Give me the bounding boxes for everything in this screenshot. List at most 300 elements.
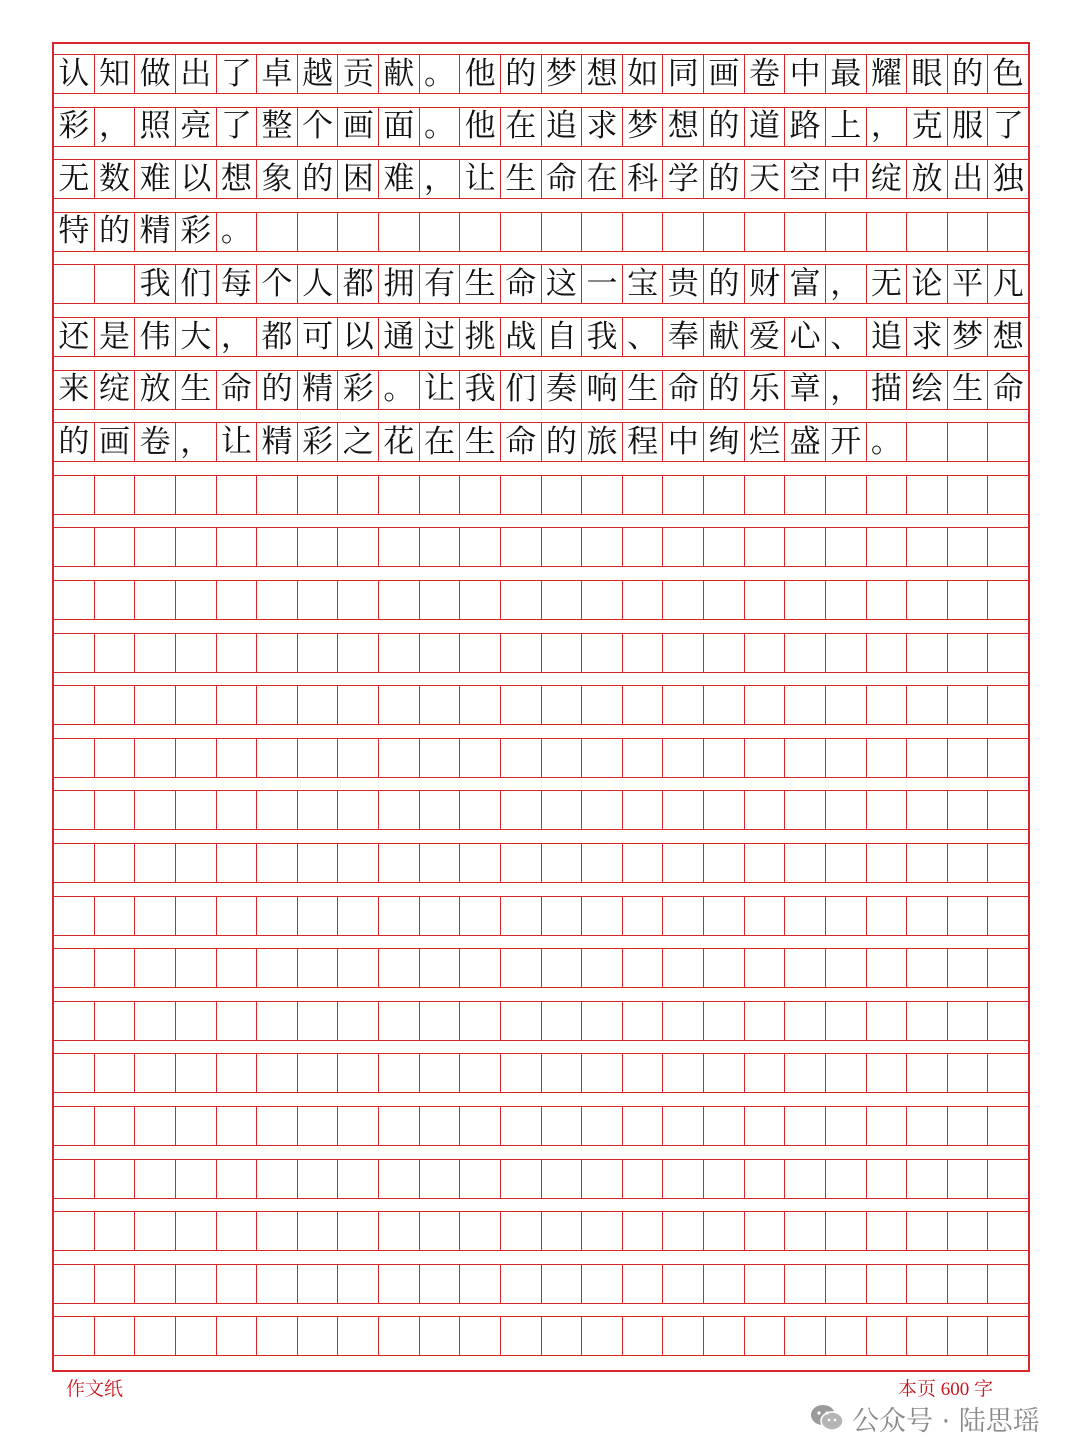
grid-row <box>54 54 1028 94</box>
grid-cell: 天 <box>745 160 786 198</box>
grid-row <box>54 1211 1028 1251</box>
grid-cell <box>704 1002 745 1040</box>
grid-cell <box>542 791 583 829</box>
grid-cell <box>988 1317 1028 1355</box>
grid-cell: 还 <box>54 318 95 356</box>
grid-cell: 以 <box>338 318 379 356</box>
grid-cell: 个 <box>298 108 339 146</box>
grid-cell <box>217 1054 258 1092</box>
grid-cell: 中 <box>785 55 826 93</box>
grid-cell <box>867 1265 908 1303</box>
grid-cell <box>582 1317 623 1355</box>
grid-cell: 烂 <box>745 423 786 461</box>
grid-cell <box>420 1160 461 1198</box>
grid-cell <box>95 1317 136 1355</box>
grid-cell <box>907 1107 948 1145</box>
grid-cell <box>379 528 420 566</box>
grid-cell <box>785 213 826 251</box>
grid-cell <box>623 949 664 987</box>
grid-cell <box>257 1317 298 1355</box>
grid-cell <box>785 634 826 672</box>
grid-cell <box>420 949 461 987</box>
grid-cell <box>907 1160 948 1198</box>
grid-cell <box>988 423 1028 461</box>
grid-cell <box>745 1265 786 1303</box>
grid-cell <box>95 1212 136 1250</box>
grid-cell <box>95 634 136 672</box>
grid-cell <box>420 1212 461 1250</box>
grid-cell <box>542 686 583 724</box>
grid-cell: 每 <box>217 265 258 303</box>
grid-cell <box>135 1160 176 1198</box>
grid-cell: 他 <box>460 55 501 93</box>
grid-cell <box>501 1265 542 1303</box>
grid-cell: ， <box>217 318 258 356</box>
grid-cell <box>988 1107 1028 1145</box>
grid-cell <box>54 476 95 514</box>
grid-cell: 是 <box>95 318 136 356</box>
grid-cell <box>176 897 217 935</box>
grid-cell <box>420 581 461 619</box>
grid-cell <box>948 1054 989 1092</box>
grid-cell <box>663 739 704 777</box>
grid-cell <box>826 476 867 514</box>
grid-cell <box>745 844 786 882</box>
grid-cell <box>542 528 583 566</box>
grid-cell: 的 <box>54 423 95 461</box>
grid-cell <box>298 634 339 672</box>
grid-cell <box>420 1107 461 1145</box>
grid-cell: 他 <box>460 108 501 146</box>
grid-cell <box>704 949 745 987</box>
grid-cell <box>948 739 989 777</box>
grid-cell: 我 <box>460 371 501 409</box>
grid-row <box>54 685 1028 725</box>
grid-cell <box>54 528 95 566</box>
grid-cell <box>460 1002 501 1040</box>
grid-cell <box>745 1002 786 1040</box>
grid-cell <box>257 791 298 829</box>
grid-row <box>54 107 1028 147</box>
grid-cell: 这 <box>542 265 583 303</box>
grid-cell <box>867 686 908 724</box>
grid-cell <box>785 1107 826 1145</box>
grid-cell: 我 <box>582 318 623 356</box>
grid-cell <box>135 1317 176 1355</box>
grid-cell <box>501 1054 542 1092</box>
grid-cell: 出 <box>176 55 217 93</box>
grid-cell <box>542 1317 583 1355</box>
grid-cell: 都 <box>338 265 379 303</box>
grid-cell <box>907 686 948 724</box>
grid-cell <box>338 1317 379 1355</box>
grid-cell <box>785 1002 826 1040</box>
grid-cell <box>338 581 379 619</box>
grid-cell <box>582 739 623 777</box>
grid-cell <box>338 213 379 251</box>
grid-cell <box>826 1160 867 1198</box>
grid-cell <box>501 949 542 987</box>
grid-cell <box>948 476 989 514</box>
grid-cell: ， <box>867 108 908 146</box>
grid-cell: 通 <box>379 318 420 356</box>
grid-cell <box>501 1002 542 1040</box>
grid-cell <box>988 949 1028 987</box>
grid-cell <box>948 213 989 251</box>
grid-cell: 伟 <box>135 318 176 356</box>
grid-cell <box>460 897 501 935</box>
grid-cell <box>420 213 461 251</box>
grid-cell <box>54 581 95 619</box>
grid-cell <box>948 528 989 566</box>
grid-cell <box>542 1212 583 1250</box>
grid-cell <box>298 949 339 987</box>
grid-cell <box>501 476 542 514</box>
grid-cell <box>907 1265 948 1303</box>
grid-cell <box>582 528 623 566</box>
grid-cell <box>623 844 664 882</box>
grid-cell <box>948 844 989 882</box>
grid-cell <box>54 1002 95 1040</box>
grid-cell <box>257 739 298 777</box>
grid-cell <box>501 1212 542 1250</box>
grid-cell <box>582 1054 623 1092</box>
grid-cell <box>988 1265 1028 1303</box>
grid-cell: 命 <box>663 371 704 409</box>
grid-cell <box>298 1317 339 1355</box>
grid-cell <box>135 634 176 672</box>
grid-cell: 平 <box>948 265 989 303</box>
grid-cell: 数 <box>95 160 136 198</box>
grid-cell <box>785 1054 826 1092</box>
grid-cell <box>176 739 217 777</box>
grid-cell <box>826 581 867 619</box>
grid-cell <box>826 1317 867 1355</box>
grid-row <box>54 948 1028 988</box>
grid-cell <box>948 423 989 461</box>
grid-cell: 富 <box>785 265 826 303</box>
grid-cell <box>623 1002 664 1040</box>
grid-cell: 绘 <box>907 371 948 409</box>
grid-cell: 在 <box>420 423 461 461</box>
grid-cell <box>257 1212 298 1250</box>
grid-cell <box>907 739 948 777</box>
grid-cell <box>785 1160 826 1198</box>
grid-cell: 的 <box>704 265 745 303</box>
grid-cell <box>135 581 176 619</box>
grid-cell <box>217 686 258 724</box>
grid-cell <box>907 1317 948 1355</box>
grid-cell: 困 <box>338 160 379 198</box>
grid-cell <box>95 265 136 303</box>
grid-cell <box>379 844 420 882</box>
grid-cell <box>176 1160 217 1198</box>
grid-cell <box>338 1265 379 1303</box>
grid-cell <box>623 581 664 619</box>
grid-cell <box>54 844 95 882</box>
grid-cell <box>257 1002 298 1040</box>
grid-cell <box>867 528 908 566</box>
grid-cell <box>704 897 745 935</box>
grid-cell <box>907 528 948 566</box>
grid-cell <box>663 791 704 829</box>
grid-cell <box>54 949 95 987</box>
grid-row <box>54 1053 1028 1093</box>
grid-cell <box>257 1160 298 1198</box>
grid-cell <box>460 476 501 514</box>
grid-cell: 。 <box>217 213 258 251</box>
grid-cell: 之 <box>338 423 379 461</box>
grid-cell <box>54 791 95 829</box>
grid-cell <box>176 1317 217 1355</box>
grid-cell: 命 <box>217 371 258 409</box>
grid-cell <box>907 1212 948 1250</box>
grid-cell <box>785 897 826 935</box>
grid-cell <box>298 791 339 829</box>
grid-cell: 认 <box>54 55 95 93</box>
grid-cell <box>135 476 176 514</box>
grid-cell <box>95 581 136 619</box>
grid-cell: 。 <box>867 423 908 461</box>
grid-cell <box>623 634 664 672</box>
grid-cell <box>542 213 583 251</box>
grid-cell <box>501 1160 542 1198</box>
grid-cell <box>257 581 298 619</box>
grid-cell <box>826 1265 867 1303</box>
grid-cell: 论 <box>907 265 948 303</box>
grid-cell <box>704 1160 745 1198</box>
grid-cell <box>135 1107 176 1145</box>
grid-cell <box>379 686 420 724</box>
grid-cell <box>582 844 623 882</box>
grid-cell <box>663 1317 704 1355</box>
grid-cell: 路 <box>785 108 826 146</box>
grid-cell <box>95 1265 136 1303</box>
grid-cell <box>542 476 583 514</box>
grid-cell: 心 <box>785 318 826 356</box>
grid-cell <box>542 1107 583 1145</box>
grid-cell: 的 <box>704 108 745 146</box>
grid-cell <box>826 634 867 672</box>
grid-cell <box>663 213 704 251</box>
grid-cell: 有 <box>420 265 461 303</box>
grid-cell: 、 <box>623 318 664 356</box>
grid-cell <box>501 1317 542 1355</box>
grid-cell <box>907 1054 948 1092</box>
grid-cell <box>379 1107 420 1145</box>
grid-cell <box>582 686 623 724</box>
grid-cell: 的 <box>704 160 745 198</box>
grid-cell <box>582 1265 623 1303</box>
grid-cell <box>420 897 461 935</box>
grid-cell: 绽 <box>867 160 908 198</box>
grid-cell <box>460 528 501 566</box>
grid-cell: 在 <box>582 160 623 198</box>
grid-cell <box>420 1002 461 1040</box>
grid-cell <box>704 634 745 672</box>
grid-cell <box>623 476 664 514</box>
grid-cell <box>785 1212 826 1250</box>
grid-cell <box>95 1160 136 1198</box>
grid-cell: 让 <box>460 160 501 198</box>
grid-row <box>54 370 1028 410</box>
grid-cell <box>745 581 786 619</box>
grid-cell <box>623 686 664 724</box>
grid-cell <box>704 1317 745 1355</box>
grid-cell <box>379 1160 420 1198</box>
grid-cell <box>704 1054 745 1092</box>
grid-cell: 拥 <box>379 265 420 303</box>
grid-cell <box>460 1265 501 1303</box>
grid-cell <box>745 1107 786 1145</box>
grid-cell: 的 <box>501 55 542 93</box>
grid-cell: 响 <box>582 371 623 409</box>
grid-cell <box>217 634 258 672</box>
grid-cell <box>663 686 704 724</box>
grid-cell <box>217 1265 258 1303</box>
grid-cell <box>298 528 339 566</box>
grid-cell: 照 <box>135 108 176 146</box>
grid-cell <box>623 739 664 777</box>
grid-cell <box>379 1212 420 1250</box>
grid-cell <box>907 897 948 935</box>
grid-cell <box>420 739 461 777</box>
grid-cell <box>176 528 217 566</box>
grid-cell <box>745 791 786 829</box>
grid-cell: 财 <box>745 265 786 303</box>
grid-cell <box>623 791 664 829</box>
grid-cell <box>826 949 867 987</box>
grid-cell: 求 <box>582 108 623 146</box>
grid-cell: 上 <box>826 108 867 146</box>
grid-cell <box>826 528 867 566</box>
grid-cell <box>501 213 542 251</box>
grid-cell <box>826 1212 867 1250</box>
grid-cell <box>582 581 623 619</box>
grid-cell <box>257 528 298 566</box>
grid-cell <box>379 949 420 987</box>
grid-cell <box>826 791 867 829</box>
grid-cell <box>217 528 258 566</box>
grid-cell <box>704 581 745 619</box>
grid-cell: 宝 <box>623 265 664 303</box>
grid-row <box>54 475 1028 515</box>
grid-cell <box>663 528 704 566</box>
page-char-count: 本页 600 字 <box>898 1379 994 1400</box>
grid-cell: 生 <box>460 265 501 303</box>
grid-cell <box>257 1054 298 1092</box>
grid-cell <box>95 949 136 987</box>
grid-cell: 彩 <box>54 108 95 146</box>
grid-cell: 知 <box>95 55 136 93</box>
grid-cell <box>785 1317 826 1355</box>
grid-cell <box>948 897 989 935</box>
grid-cell <box>907 791 948 829</box>
grid-cell <box>338 1212 379 1250</box>
grid-cell <box>176 1212 217 1250</box>
watermark-text: 公众号 · 陆思瑶 <box>852 1405 1040 1437</box>
grid-cell <box>54 1160 95 1198</box>
grid-cell <box>663 1054 704 1092</box>
grid-cell: 生 <box>460 423 501 461</box>
grid-cell: 想 <box>217 160 258 198</box>
grid-cell <box>460 1107 501 1145</box>
grid-cell: ， <box>826 371 867 409</box>
grid-cell: 出 <box>948 160 989 198</box>
grid-cell: 追 <box>542 108 583 146</box>
grid-cell: 贵 <box>663 265 704 303</box>
grid-cell <box>542 1160 583 1198</box>
grid-cell <box>135 528 176 566</box>
grid-cell: 个 <box>257 265 298 303</box>
grid-cell: 绽 <box>95 371 136 409</box>
grid-cell <box>420 686 461 724</box>
grid-cell <box>948 1317 989 1355</box>
grid-cell: 奉 <box>663 318 704 356</box>
grid-cell <box>176 791 217 829</box>
grid-cell <box>948 581 989 619</box>
grid-cell <box>257 1107 298 1145</box>
grid-cell <box>298 476 339 514</box>
grid-cell <box>867 739 908 777</box>
grid-cell <box>542 634 583 672</box>
grid-cell: 象 <box>257 160 298 198</box>
grid-cell: 特 <box>54 213 95 251</box>
grid-cell <box>988 686 1028 724</box>
grid-cell: 如 <box>623 55 664 93</box>
grid-cell <box>379 1317 420 1355</box>
grid-cell <box>176 581 217 619</box>
grid-cell <box>135 844 176 882</box>
grid-cell <box>745 897 786 935</box>
grid-cell <box>745 634 786 672</box>
grid-cell <box>948 634 989 672</box>
grid-cell: 。 <box>420 55 461 93</box>
grid-cell <box>420 791 461 829</box>
grid-cell <box>785 739 826 777</box>
grid-cell <box>379 476 420 514</box>
grid-cell: 、 <box>826 318 867 356</box>
grid-cell <box>420 476 461 514</box>
grid-cell <box>907 949 948 987</box>
grid-cell: 来 <box>54 371 95 409</box>
grid-cell: 一 <box>582 265 623 303</box>
grid-cell: 生 <box>176 371 217 409</box>
grid-cell: 命 <box>501 265 542 303</box>
grid-cell <box>460 1212 501 1250</box>
grid-cell <box>704 1265 745 1303</box>
grid-cell <box>988 1002 1028 1040</box>
grid-cell <box>135 897 176 935</box>
grid-cell: 命 <box>542 160 583 198</box>
grid-cell <box>95 844 136 882</box>
grid-cell <box>460 949 501 987</box>
grid-cell: 的 <box>704 371 745 409</box>
grid-cell: 求 <box>907 318 948 356</box>
grid-cell <box>298 1054 339 1092</box>
grid-cell <box>826 844 867 882</box>
grid-cell <box>663 476 704 514</box>
grid-cell <box>745 1160 786 1198</box>
grid-cell: 同 <box>663 55 704 93</box>
grid-cell: 最 <box>826 55 867 93</box>
grid-cell <box>948 1107 989 1145</box>
grid-cell <box>95 528 136 566</box>
grid-cell <box>867 213 908 251</box>
grid-cell <box>95 1054 136 1092</box>
grid-cell <box>217 949 258 987</box>
grid-cell <box>582 213 623 251</box>
